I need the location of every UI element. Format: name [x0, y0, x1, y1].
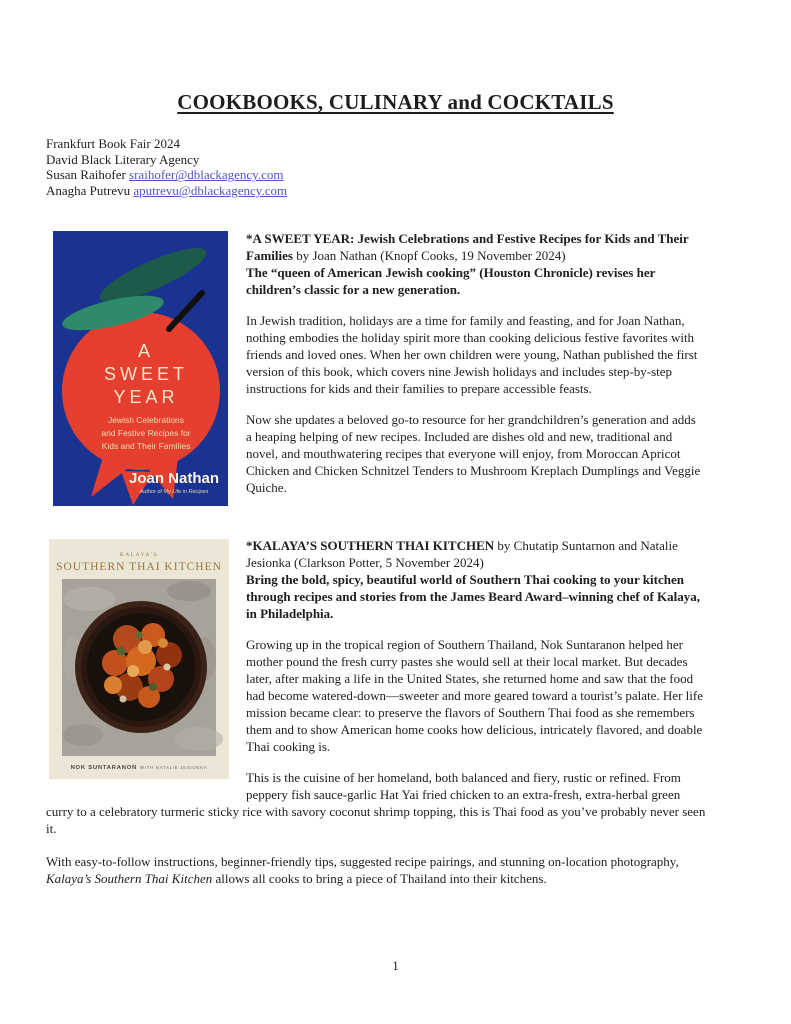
book-tagline: Bring the bold, spicy, beautiful world of Southern Thai cooking to your kitchen through recipes and stories from the James Beard Award–winning chef of Kalaya, in Philadelphia.: [246, 572, 701, 621]
cover-title-line: A: [137, 341, 155, 361]
book-section-a-sweet-year: [46, 230, 704, 512]
closing-book-title: Kalaya’s Southern Thai Kitchen: [46, 871, 213, 886]
book-title: *KALAYA’S SOUTHERN THAI KITCHEN: [246, 538, 495, 553]
cover-author-note: Author of My Life in Recipes: [139, 489, 209, 495]
cover-subtitle-line: Jewish Celebrations: [107, 415, 185, 425]
cover-author-main: NOK SUNTARANON: [70, 765, 138, 771]
agency-line: David Black Literary Agency: [46, 151, 200, 167]
cover-subtitle-line: Kids and Their Families: [101, 441, 191, 451]
book-paragraph: Now she updates a beloved go-to resource for her grandchildren’s generation and adds a heaping helping of new recipes. Included are dishes old and new, traditional and novel, and mouthwatering recipes that everyone will enjoy, from Moroccan Apricot Chicken and Chicken Schnitzel Tenders to Mushroom Kreplach Dumplings and Veggie Quiche.: [246, 412, 701, 495]
contact-name: Anagha Putrevu: [46, 183, 131, 199]
page-number: 1: [392, 958, 399, 973]
book-tagline: The “queen of American Jewish cooking” (Houston Chronicle) revises her children’s classic for a new generation.: [246, 265, 656, 297]
book-paragraph: In Jewish tradition, holidays are a time for family and feasting, and for Joan Nathan, nothing embodies the holiday spirit more than cooking delicious festive favorites with friends and loved ones. When her own children were young, Nathan published the first version of this book, which covers nine Jewish holidays and includes step-by-step instructions for kids and their families to prepare accessible feasts.: [246, 313, 698, 396]
closing-text-after: allows all cooks to bring a piece of Thailand into their kitchens.: [212, 871, 547, 886]
cover-series: KALAYA’S: [119, 552, 159, 558]
book-section-kalaya: [46, 537, 706, 887]
email-link-aputrevu[interactable]: aputrevu@dblackagency.com: [133, 183, 288, 199]
cover-author-secondary: WITH NATALIE JESIONKA: [140, 765, 208, 770]
book-cover-kalaya: [49, 539, 229, 779]
book-title: *A SWEET YEAR: Jewish Celebrations and Festive Recipes for Kids and Their Families: [246, 231, 689, 263]
page-title: [0, 90, 791, 115]
fair-line: Frankfurt Book Fair 2024: [46, 136, 180, 151]
sweet-year-cover-art: [53, 231, 228, 506]
book-paragraph: This is the cuisine of her homeland, both balanced and fiery, rustic or refined. From peppery fish sauce-garlic Hat Yai fried chicken to an extra-fresh, extra-herbal green curry to a celebratory turmeric sticky rice with savory coconut shrimp topping, this is Thai food as you’ve probably never seen it.: [46, 770, 706, 836]
book-credit: by Joan Nathan (Knopf Cooks, 19 November 2024): [292, 248, 566, 263]
closing-paragraph: [46, 853, 706, 887]
kalaya-cover-art: [49, 539, 229, 779]
contact-line: [46, 167, 287, 183]
book-cover-a-sweet-year: [53, 231, 228, 506]
book-paragraph: Growing up in the tropical region of Southern Thailand, Nok Suntaranon helped her mother pound the fresh curry pastes she would sell at their local market. But decades later, after making a life in the United States, she returned home and saw that the food had become watered-down—sweeter and more geared toward a tourist’s palate. Her life mission became clear: to preserve the flavors of Southern Thai food as she remembers them and to show American home cooks how delicious, intricately flavored, and doable Thai cooking is.: [246, 637, 703, 754]
email-link-sraihofer[interactable]: sraihofer@dblackagency.com: [129, 167, 284, 183]
contact-name: Susan Raihofer: [46, 167, 126, 183]
cover-title-line: SWEET: [103, 364, 189, 384]
contact-block: [46, 136, 287, 199]
cover-subtitle-line: and Festive Recipes for: [101, 428, 191, 438]
page-title-text: COOKBOOKS, CULINARY and COCKTAILS: [177, 90, 614, 114]
closing-text-before: With easy-to-follow instructions, beginner-friendly tips, suggested recipe pairings, and stunning on-location photography,: [46, 854, 679, 869]
cover-title-line: YEAR: [113, 387, 179, 407]
contact-line: [46, 183, 287, 199]
cover-author: Joan Nathan: [128, 470, 220, 487]
book-credit: by Chutatip Suntarnon and Natalie Jesionka (Clarkson Potter, 5 November 2024): [246, 538, 678, 570]
cover-title: SOUTHERN THAI KITCHEN: [56, 561, 222, 573]
